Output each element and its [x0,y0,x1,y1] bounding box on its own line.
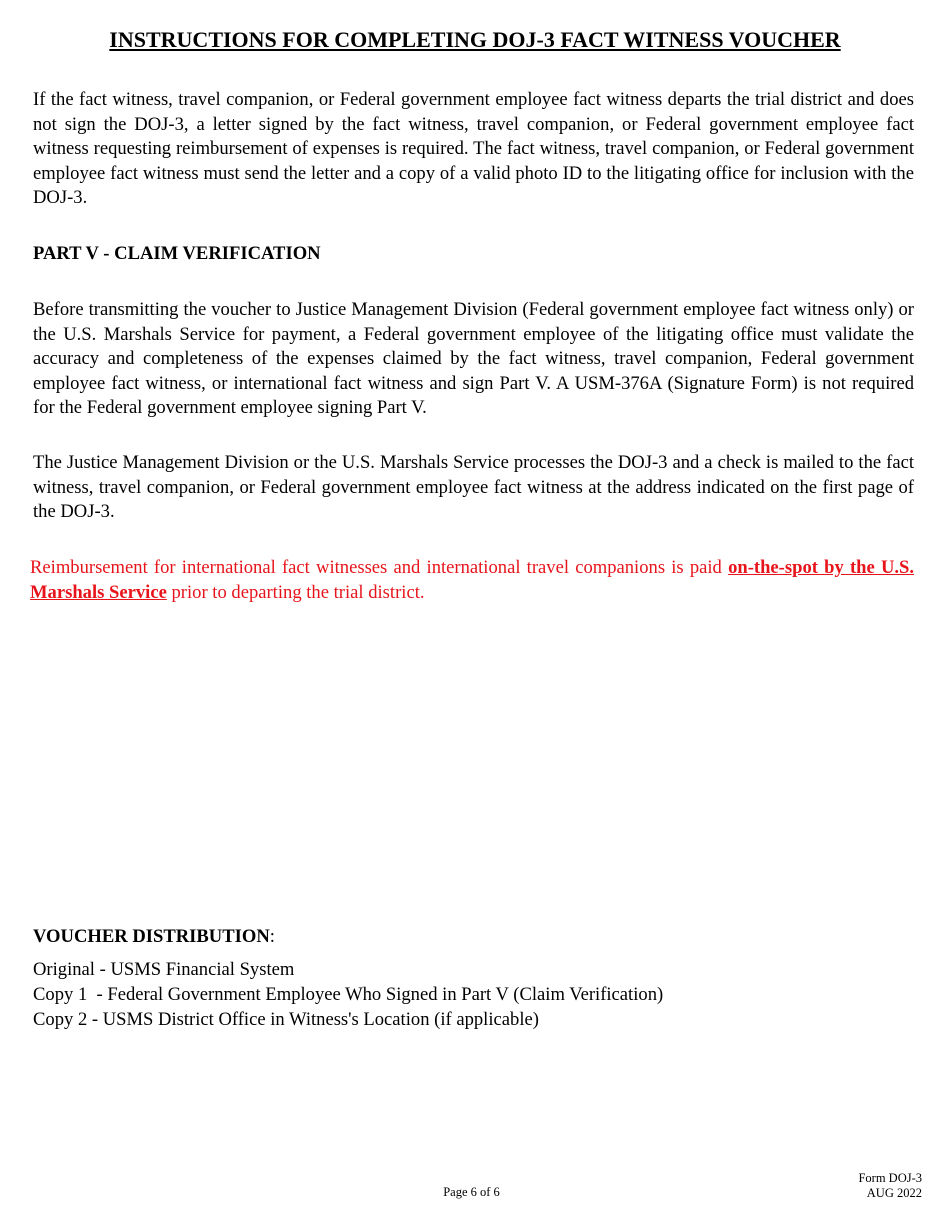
international-reimbursement-note [30,556,914,605]
reimbursement-note-intro: Reimbursement for international fact witnesses and international travel companions is paid [30,557,729,578]
reimbursement-note-end: prior to departing the trial district. [166,581,425,603]
voucher-distribution-heading-colon: : [269,926,275,947]
processing-paragraph: The Justice Management Division or the U.S. Marshals Service processes the DOJ-3 and a check is mailed to the fact witness, travel companion, or Federal government employee fact witness at the address indicated on the first page of the DOJ-3. [33,452,914,522]
reimbursement-note-emphasis: on-the-spot by the U.S. Marshals Service [30,557,915,603]
distribution-item-copy-2: Copy 2 - USMS District Office in Witness's Location (if applicable) [33,1009,539,1030]
departure-letter-paragraph: If the fact witness, travel companion, or Federal government employee fact witness departs the trial district and does not sign the DOJ-3, a letter signed by the fact witness, travel companion, or Federal government employee fact witness requesting reimbursement of expenses is required. The fact witness, travel companion, or Federal government employee fact witness must send the letter and a copy of a valid photo ID to the litigating office for inclusion with the DOJ-3. [33,89,914,208]
page-title: INSTRUCTIONS FOR COMPLETING DOJ-3 FACT WITNESS VOUCHER [109,27,841,52]
page-number: Page 6 of 6 [443,1185,500,1199]
claim-verification-paragraph: Before transmitting the voucher to Justice Management Division (Federal government employee fact witness only) or the U.S. Marshals Service for payment, a Federal government employee of the litigating office must validate the accuracy and completeness of the expenses claimed by the fact witness, travel companion, Federal government employee fact witness, or international fact witness and sign Part V. A USM-376A (Signature Form) is not required for the Federal government employee signing Part V. [33,299,914,418]
voucher-distribution-list [33,957,663,1032]
voucher-distribution-heading [33,925,275,949]
form-identifier [858,1171,922,1201]
form-name: Form DOJ-3 [858,1171,922,1185]
part-v-heading: PART V - CLAIM VERIFICATION [33,243,321,264]
voucher-distribution-heading-text: VOUCHER DISTRIBUTION [33,926,270,947]
distribution-item-original: Original - USMS Financial System [33,959,295,980]
distribution-item-copy-1: Copy 1 - Federal Government Employee Who Signed in Part V (Claim Verification) [33,984,664,1005]
form-date: AUG 2022 [866,1186,922,1200]
